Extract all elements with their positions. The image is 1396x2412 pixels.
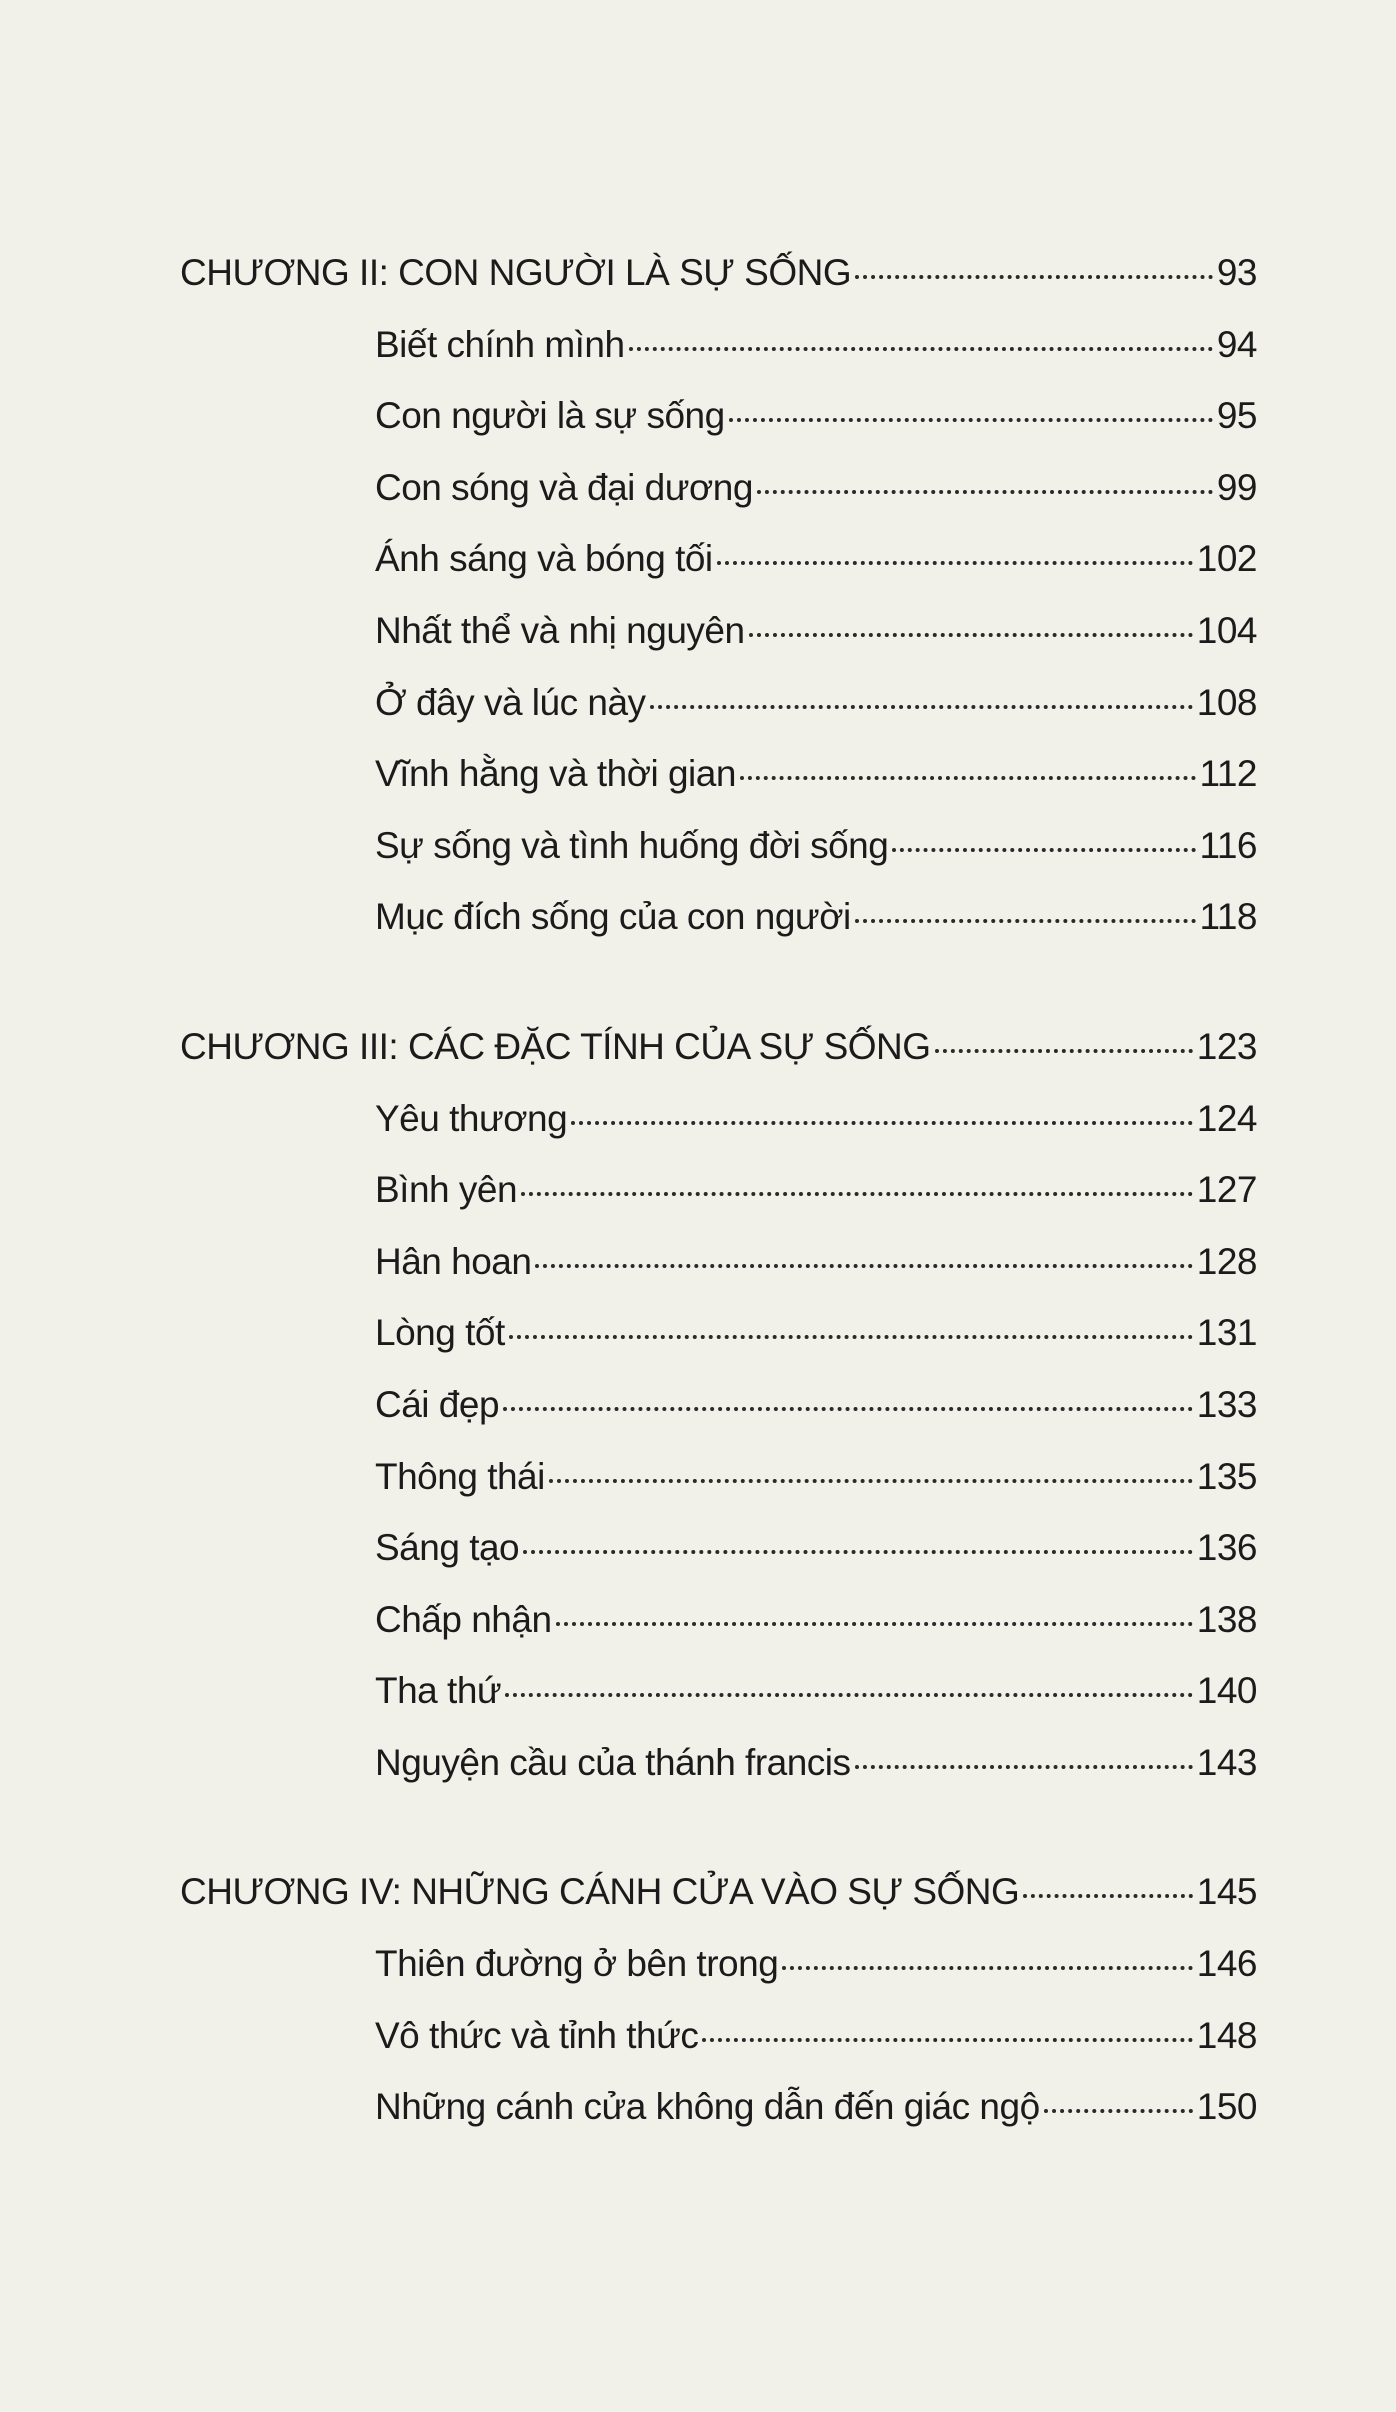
- toc-leader-dots: [1023, 1894, 1192, 1898]
- toc-chapter-title: CHƯƠNG II: CON NGƯỜI LÀ SỰ SỐNG: [180, 252, 852, 293]
- toc-page-number: 145: [1196, 1871, 1257, 1913]
- toc-page-number: 140: [1196, 1670, 1257, 1712]
- toc-section-chapter-4: [180, 1871, 1257, 2157]
- toc-leader-dots: [629, 347, 1213, 351]
- toc-leader-dots: [535, 1264, 1192, 1268]
- toc-entry-title: Sáng tạo: [375, 1527, 520, 1569]
- toc-leader-dots: [855, 275, 1213, 279]
- toc-page-number: 133: [1196, 1383, 1257, 1425]
- toc-entry-row: [180, 1456, 1257, 1528]
- toc-entry-title: Nguyện cầu của thánh francis: [375, 1741, 851, 1783]
- toc-chapter-title: CHƯƠNG IV: NHỮNG CÁNH CỬA VÀO SỰ SỐNG: [180, 1871, 1020, 1913]
- toc-entry-title: Con người là sự sống: [375, 395, 725, 437]
- toc-leader-dots: [717, 561, 1193, 565]
- toc-entry-title: Ánh sáng và bóng tối: [375, 538, 713, 580]
- toc-entry-row: [180, 1670, 1257, 1742]
- toc-leader-dots: [509, 1335, 1193, 1339]
- toc-entry-row: [180, 1943, 1257, 2015]
- toc-entry-row: [180, 395, 1257, 467]
- toc-leader-dots: [757, 490, 1213, 494]
- toc-entry-title: Nhất thể và nhị nguyên: [375, 609, 745, 651]
- toc-leader-dots: [740, 776, 1196, 780]
- toc-entry-row: [180, 324, 1257, 396]
- toc-leader-dots: [892, 848, 1195, 852]
- toc-page-number: 102: [1196, 538, 1257, 580]
- toc-entry-row: [180, 538, 1257, 610]
- toc-page-number: 148: [1196, 2014, 1257, 2056]
- toc-page-number: 112: [1199, 753, 1257, 795]
- toc-leader-dots: [650, 705, 1193, 709]
- toc-chapter-row: [180, 1871, 1257, 1943]
- toc-entry-title: Con sóng và đại dương: [375, 466, 753, 508]
- toc-page-number: 123: [1196, 1025, 1257, 1067]
- toc-page-number: 127: [1196, 1169, 1257, 1211]
- toc-leader-dots: [571, 1121, 1193, 1125]
- toc-page-number: 135: [1196, 1455, 1257, 1497]
- toc-entry-title: Tha thứ: [375, 1670, 502, 1712]
- toc-section-chapter-3: [180, 1026, 1257, 1814]
- toc-page-number: 94: [1216, 323, 1257, 365]
- toc-entry-row: [180, 1241, 1257, 1313]
- toc-chapter-row: [180, 252, 1257, 324]
- toc-page-number: 104: [1196, 609, 1257, 651]
- toc-leader-dots: [523, 1550, 1193, 1554]
- toc-leader-dots: [1044, 2109, 1193, 2113]
- toc-leader-dots: [855, 919, 1196, 923]
- toc-leader-dots: [749, 633, 1193, 637]
- toc-entry-title: Thông thái: [375, 1455, 545, 1497]
- toc-entry-row: [180, 753, 1257, 825]
- toc-page-number: 124: [1196, 1097, 1257, 1139]
- toc-entry-title: Bình yên: [375, 1169, 518, 1211]
- toc-leader-dots: [729, 418, 1213, 422]
- toc-page-number: 146: [1196, 1943, 1257, 1985]
- toc-page-number: 118: [1199, 896, 1257, 938]
- table-of-contents: [180, 252, 1257, 2216]
- toc-entry-row: [180, 467, 1257, 539]
- toc-page-number: 150: [1196, 2086, 1257, 2128]
- toc-page-number: 116: [1199, 824, 1257, 866]
- toc-page-number: 108: [1196, 681, 1257, 723]
- toc-entry-title: Mục đích sống của con người: [375, 896, 851, 938]
- toc-leader-dots: [935, 1049, 1193, 1053]
- toc-leader-dots: [549, 1479, 1193, 1483]
- toc-entry-title: Yêu thương: [375, 1097, 568, 1139]
- toc-page-number: 99: [1216, 466, 1257, 508]
- toc-entry-title: Sự sống và tình huống đời sống: [375, 824, 889, 866]
- toc-entry-row: [180, 1599, 1257, 1671]
- toc-entry-title: Ở đây và lúc này: [375, 681, 646, 723]
- toc-entry-row: [180, 1169, 1257, 1241]
- toc-entry-row: [180, 2086, 1257, 2158]
- toc-entry-title: Lòng tốt: [375, 1312, 505, 1354]
- toc-chapter-title: CHƯƠNG III: CÁC ĐẶC TÍNH CỦA SỰ SỐNG: [180, 1025, 931, 1067]
- toc-entry-row: [180, 682, 1257, 754]
- toc-entry-title: Thiên đường ở bên trong: [375, 1943, 779, 1985]
- toc-entry-row: [180, 1384, 1257, 1456]
- toc-leader-dots: [702, 2038, 1192, 2042]
- toc-entry-title: Chấp nhận: [375, 1598, 552, 1640]
- toc-page-number: 93: [1216, 252, 1257, 293]
- toc-entry-row: [180, 825, 1257, 897]
- toc-section-chapter-2: [180, 252, 1257, 968]
- toc-leader-dots: [855, 1765, 1193, 1769]
- toc-entry-row: [180, 896, 1257, 968]
- toc-entry-title: Cái đẹp: [375, 1383, 500, 1425]
- toc-chapter-row: [180, 1026, 1257, 1098]
- toc-entry-row: [180, 1098, 1257, 1170]
- toc-page-number: 128: [1196, 1240, 1257, 1282]
- toc-entry-title: Vĩnh hằng và thời gian: [375, 753, 736, 795]
- toc-entry-title: Biết chính mình: [375, 323, 625, 365]
- toc-entry-row: [180, 610, 1257, 682]
- toc-entry-row: [180, 2015, 1257, 2087]
- toc-leader-dots: [505, 1693, 1193, 1697]
- toc-page-number: 95: [1216, 395, 1257, 437]
- toc-page-number: 131: [1196, 1312, 1257, 1354]
- toc-leader-dots: [556, 1622, 1193, 1626]
- toc-page-number: 138: [1196, 1598, 1257, 1640]
- toc-leader-dots: [521, 1192, 1193, 1196]
- toc-entry-title: Những cánh cửa không dẫn đến giác ngộ: [375, 2086, 1040, 2128]
- toc-entry-title: Hân hoan: [375, 1240, 532, 1282]
- toc-entry-row: [180, 1742, 1257, 1814]
- toc-page-number: 136: [1196, 1527, 1257, 1569]
- toc-entry-title: Vô thức và tỉnh thức: [375, 2014, 699, 2056]
- toc-leader-dots: [503, 1407, 1193, 1411]
- toc-entry-row: [180, 1527, 1257, 1599]
- toc-entry-row: [180, 1312, 1257, 1384]
- toc-leader-dots: [782, 1966, 1192, 1970]
- toc-page-number: 143: [1196, 1741, 1257, 1783]
